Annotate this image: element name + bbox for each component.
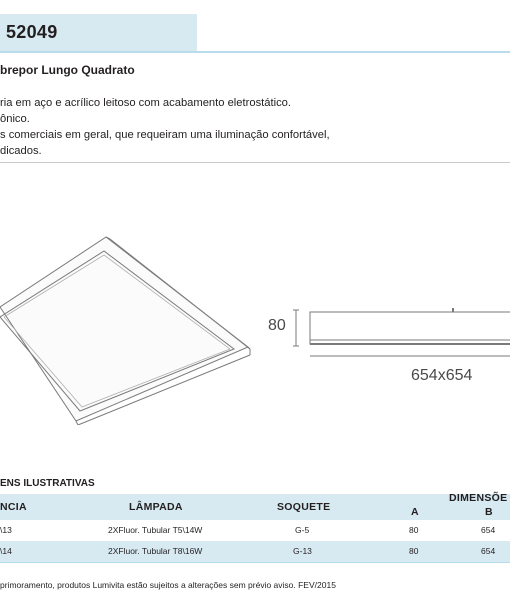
header-lamp: LÂMPADA [129,501,183,513]
cell-reference: \13 [0,525,12,535]
description-line-1: ria em aço e acrílico leitoso com acabamento eletrostático. [0,97,292,109]
table-row [0,520,510,541]
product-code: 52049 [6,22,58,42]
header-dim-a: A [411,506,419,518]
cell-dim-a: 80 [409,525,419,535]
section-divider [0,162,510,163]
cell-dim-b: 654 [481,525,496,535]
cell-reference: \14 [0,546,12,556]
description-line-4: dicados. [0,145,42,157]
cell-socket: G-13 [293,546,312,556]
footnote: primoramento, produtos Lumivita estão sujeitos a alterações sem prévio aviso. FEV/2015 [0,580,336,590]
table-bottom-divider [0,562,510,563]
description-line-3: s comerciais em geral, que requeiram uma iluminação confortável, [0,129,330,141]
cell-dim-a: 80 [409,546,419,556]
table-row [0,541,510,562]
description-line-2: ônico. [0,113,30,125]
header-divider [0,51,510,53]
width-dimension-label: 654x654 [411,367,473,384]
images-caption: ENS ILUSTRATIVAS [0,478,95,489]
cell-lamp: 2XFluor. Tubular T5\14W [108,525,203,535]
product-name: brepor Lungo Quadrato [0,63,135,77]
header-socket: SOQUETE [277,501,331,513]
cell-socket: G-5 [295,525,310,535]
header-reference: NCIA [0,501,27,513]
cell-dim-b: 654 [481,546,496,556]
table-header [0,494,510,520]
height-dimension-label: 80 [268,317,286,334]
header-dim-b: B [485,506,493,518]
cell-lamp: 2XFluor. Tubular T8\16W [108,546,203,556]
header-dimensions: DIMENSÕE [449,492,508,504]
luminaire-perspective-drawing [0,225,260,425]
luminaire-side-drawing [290,300,510,360]
